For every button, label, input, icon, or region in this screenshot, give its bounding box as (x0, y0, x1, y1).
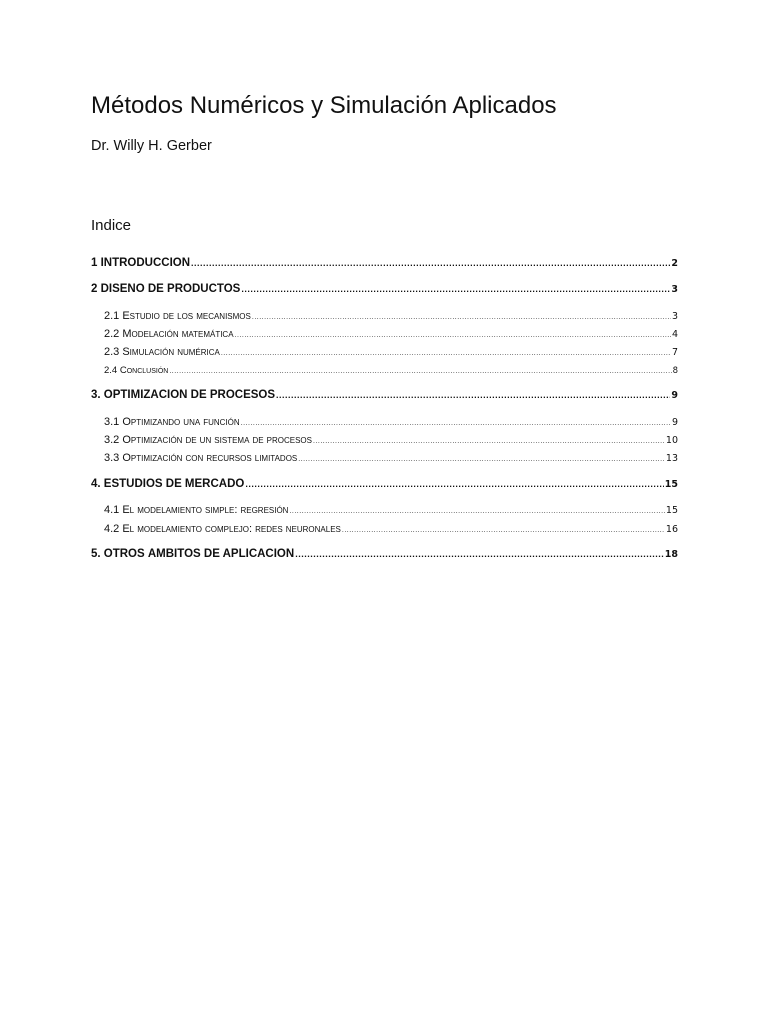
toc-entry-label: 4.2 El modelamiento complejo: redes neuronales (104, 523, 341, 535)
toc-entry-3-1[interactable] (104, 416, 678, 428)
toc-leader (295, 549, 664, 559)
toc-entry-label: 3. OPTIMIZACIÓN DE PROCESOS (91, 389, 276, 401)
toc-entry-2-3[interactable] (104, 346, 678, 358)
toc-entry-2-2[interactable] (104, 328, 678, 340)
toc-leader (276, 390, 670, 400)
toc-entry-label: 1 INTRODUCCIÓN (91, 257, 191, 269)
toc-entry-3-3[interactable] (104, 452, 678, 464)
toc-page-number: 16 (665, 524, 678, 535)
toc-leader (298, 456, 665, 463)
toc-entry-label: 2.1 Estudio de los mecanismos (104, 310, 251, 322)
toc-leader (289, 508, 664, 515)
toc-page-number: 15 (665, 505, 678, 516)
toc-entry-label: 5. OTROS ÁMBITOS DE APLICACIÓN (91, 548, 295, 560)
toc-entry-label: 4. ESTUDIOS DE MERCADO (91, 478, 245, 490)
toc-leader (221, 350, 671, 357)
toc-leader (252, 314, 671, 321)
toc-page-number: 8 (672, 366, 678, 376)
toc-page-number: 3 (671, 284, 678, 295)
toc-page-number: 3 (671, 311, 678, 322)
toc-entry-label: 3.1 Optimizando una función (104, 416, 240, 428)
toc-entry-3[interactable] (91, 389, 678, 401)
toc-entry-label: 3.3 Optimización con recursos limitados (104, 452, 298, 464)
toc-entry-label: 3.2 Optimización de un sistema de procesos (104, 434, 312, 446)
toc-page-number: 7 (671, 347, 678, 358)
toc-entry-1[interactable] (91, 257, 678, 269)
toc-page-number: 18 (664, 549, 678, 560)
toc-page-number: 2 (671, 258, 678, 269)
toc-leader (313, 438, 665, 445)
toc-page-number: 13 (665, 453, 678, 464)
toc-leader (342, 527, 665, 534)
toc-page-number: 15 (664, 479, 678, 490)
document-author: Dr. Willy H. Gerber (91, 138, 212, 154)
toc-entry-2-4[interactable] (104, 365, 678, 376)
toc-page-number: 9 (671, 417, 678, 428)
toc-entry-4[interactable] (91, 478, 678, 490)
toc-leader (241, 284, 670, 294)
toc-entry-2-1[interactable] (104, 310, 678, 322)
toc-entry-4-1[interactable] (104, 504, 678, 516)
toc-entry-label: 4.1 El modelamiento simple: regresión (104, 504, 289, 516)
toc-entry-label: 2.2 Modelación matemática (104, 328, 234, 340)
toc-entry-label: 2.3 Simulación numérica (104, 346, 220, 358)
toc-page-number: 4 (671, 329, 678, 340)
toc-entry-3-2[interactable] (104, 434, 678, 446)
toc-leader (235, 332, 671, 339)
toc-entry-2[interactable] (91, 283, 678, 295)
toc-entry-label: 2.4 Conclusión (104, 365, 169, 376)
toc-leader (245, 479, 663, 489)
toc-entry-5[interactable] (91, 548, 678, 560)
index-heading: Indice (91, 217, 132, 234)
toc-entry-label: 2 DISEÑO DE PRODUCTOS (91, 283, 241, 295)
toc-page-number: 10 (665, 435, 678, 446)
toc-page-number: 9 (671, 390, 678, 401)
document-title: Métodos Numéricos y Simulación Aplicados (91, 92, 557, 119)
toc-leader (241, 420, 671, 427)
toc-leader (191, 258, 670, 268)
toc-entry-4-2[interactable] (104, 523, 678, 535)
toc-leader (169, 368, 671, 375)
